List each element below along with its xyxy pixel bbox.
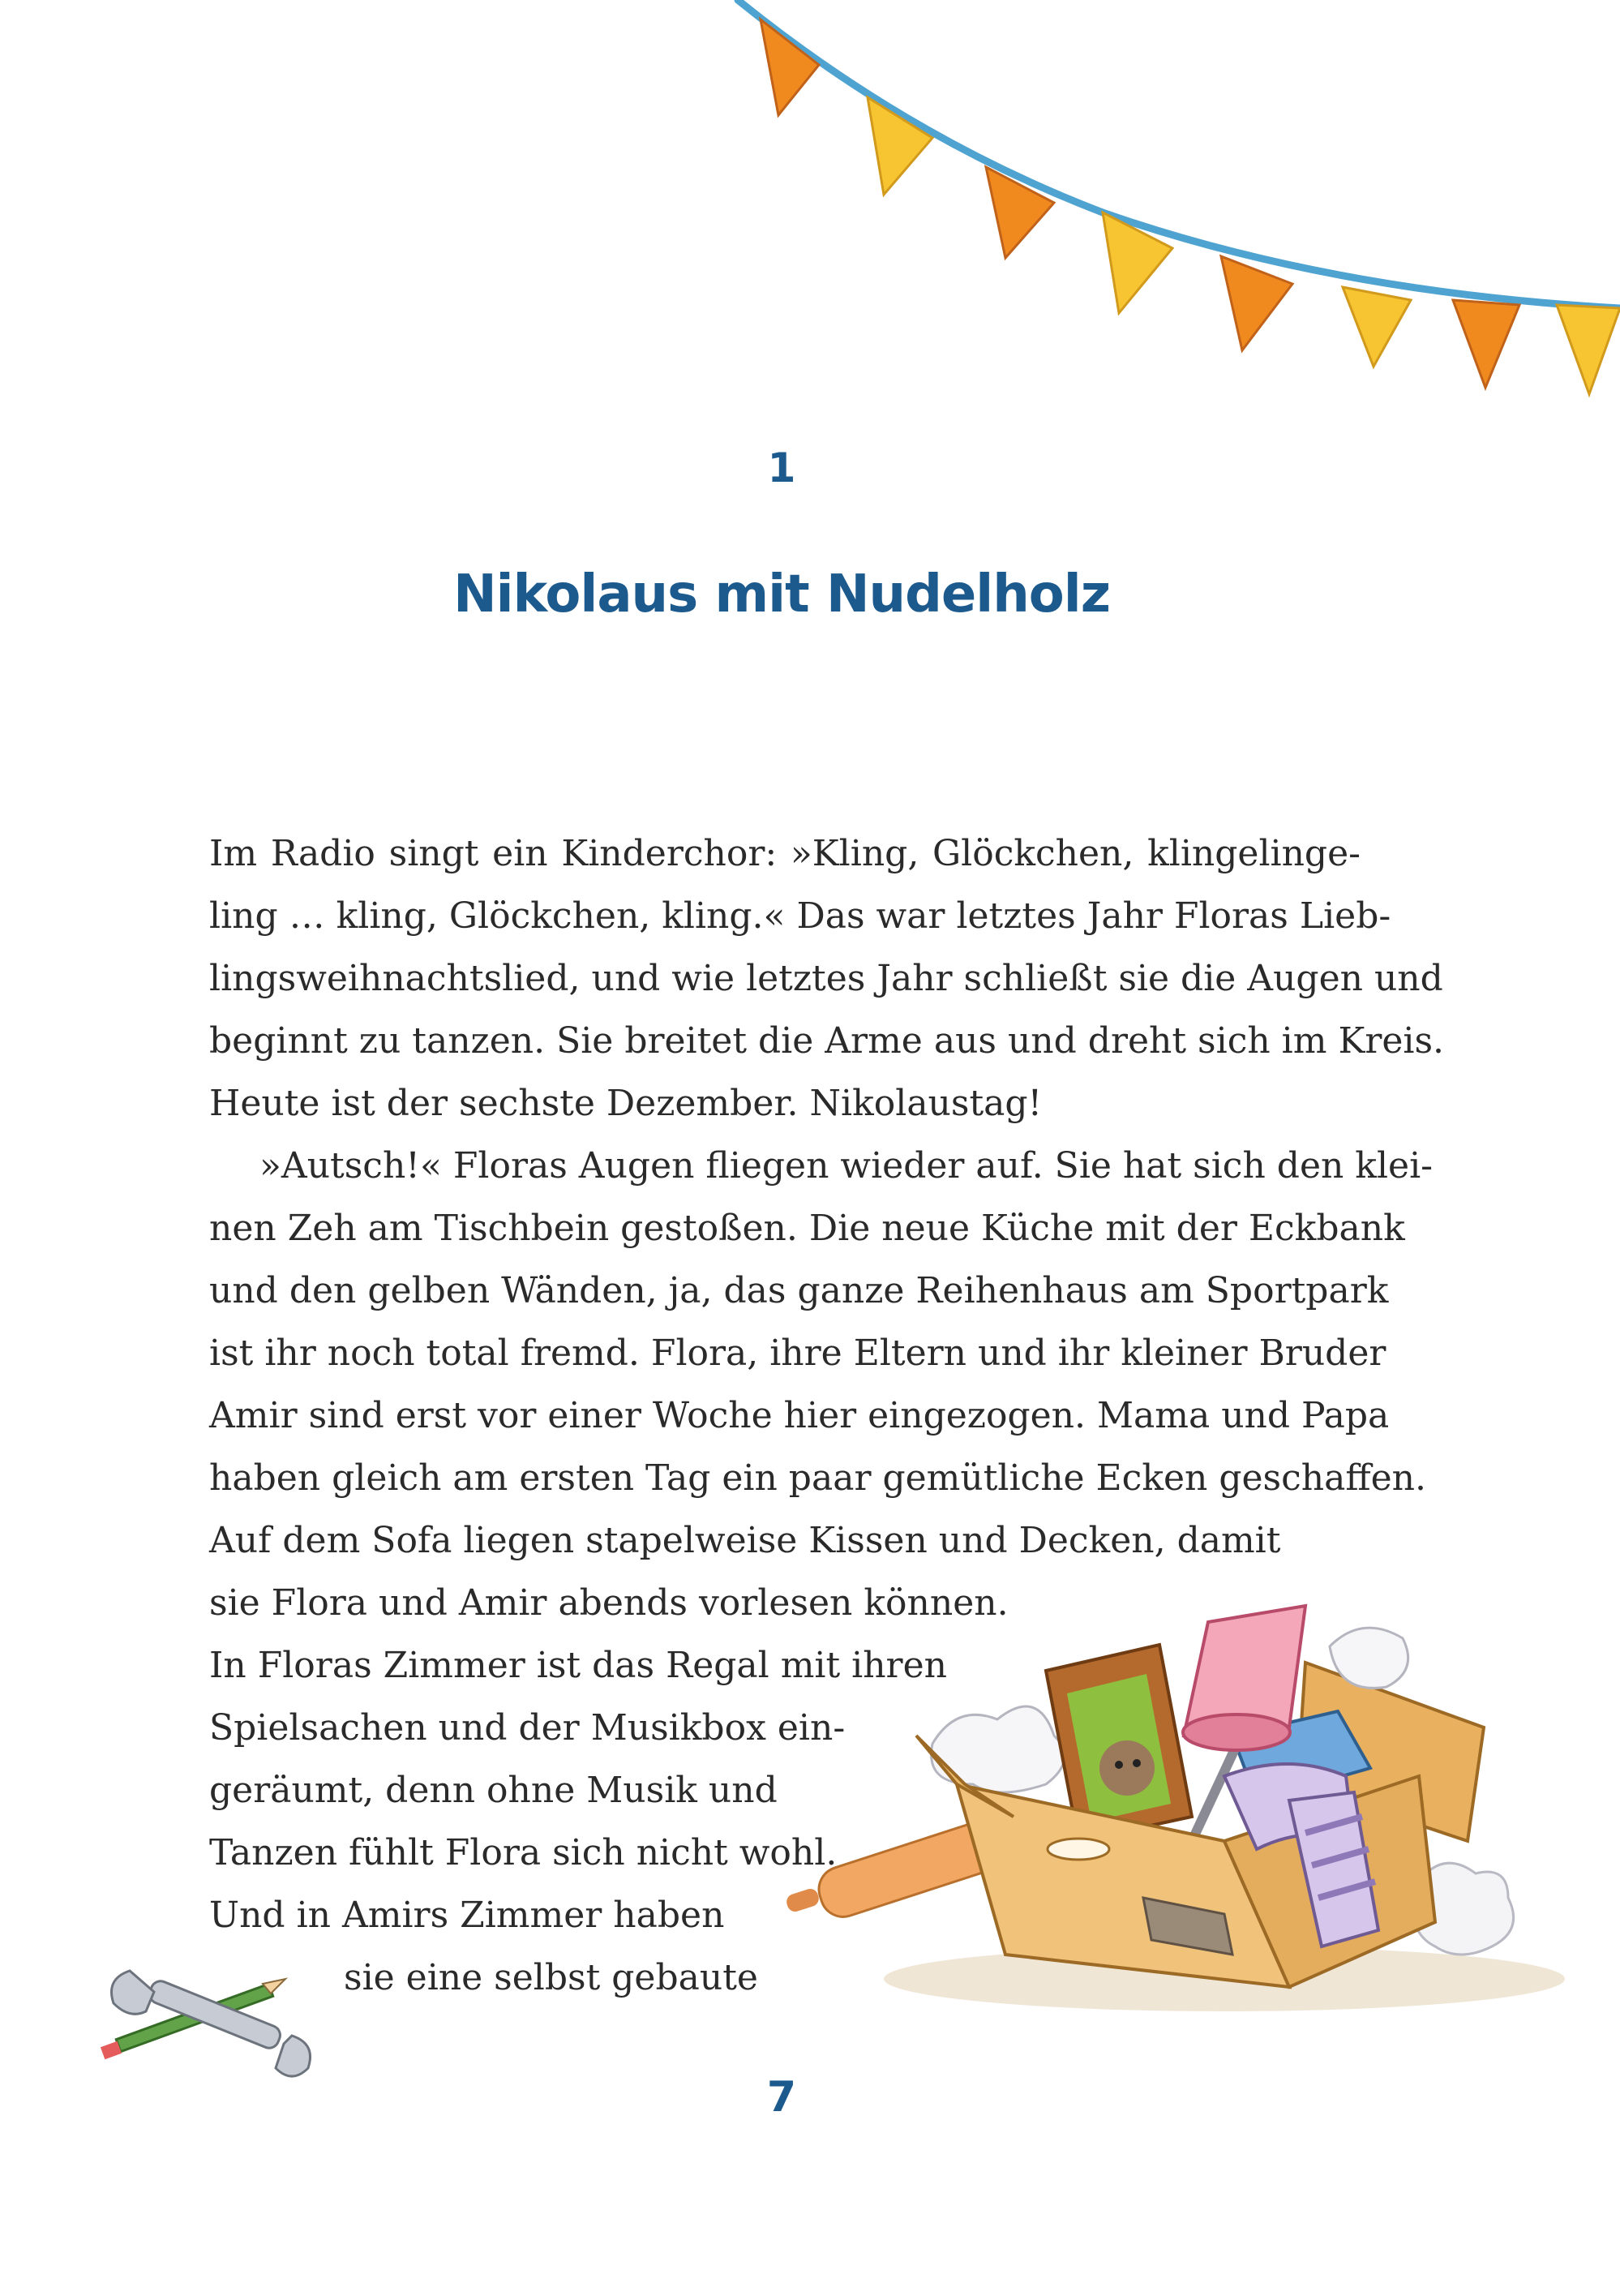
bunting-illustration [714,0,1620,422]
text-line: Und in Amirs Zimmer haben [209,1895,725,1936]
text-line: geräumt, denn ohne Musik und [209,1770,778,1811]
text-line: ling … kling, Glöckchen, kling.« Das war letztes Jahr Floras Lieb- [209,895,1391,937]
text-line: sie eine selbst gebaute [344,1957,758,1998]
text-line: In Floras Zimmer ist das Regal mit ihren [209,1645,947,1686]
wrench [112,1971,311,2076]
moving-box-illustration [770,1573,1565,2028]
chapter-number: 1 [767,444,796,491]
text-line: Auf dem Sofa liegen stapelweise Kissen und Decken, damit [209,1520,1281,1561]
text-line: Im Radio singt ein Kinderchor: »Kling, Glöckchen, klingelinge- [209,833,1361,874]
wrench-pencil-illustration [97,1946,341,2084]
pennant-1 [761,19,819,115]
text-line: beginnt zu tanzen. Sie breitet die Arme aus und dreht sich im Kreis. [209,1020,1445,1062]
text-line: sie Flora und Amir abends vorlesen können. [209,1582,1009,1624]
pennant-6 [1343,287,1411,367]
text-line: Amir sind erst vor einer Woche hier eingezogen. Mama und Papa [209,1395,1390,1436]
pennant-5 [1221,256,1292,350]
text-line: und den gelben Wänden, ja, das ganze Reihenhaus am Sportpark [209,1270,1389,1311]
text-line: ist ihr noch total fremd. Flora, ihre Eltern und ihr kleiner Bruder [209,1333,1386,1374]
page-number: 7 [766,2073,797,2122]
pennant-8 [1557,305,1620,394]
text-line: lingsweihnachtslied, und wie letztes Jahr schließt sie die Augen und [209,958,1443,999]
text-line: haben gleich am ersten Tag ein paar gemütliche Ecken geschaffen. [209,1457,1426,1499]
text-line: Spielsachen und der Musikbox ein- [209,1707,846,1749]
text-line: »Autsch!« Floras Augen fliegen wieder auf. Sie hat sich den klei- [259,1145,1434,1187]
text-line: Tanzen fühlt Flora sich nicht wohl. [209,1832,838,1873]
chapter-title: Nikolaus mit Nudelholz [453,564,1110,624]
text-line: Heute ist der sechste Dezember. Nikolaustag! [209,1083,1043,1124]
pennant-7 [1453,300,1519,388]
text-line: nen Zeh am Tischbein gestoßen. Die neue Küche mit der Eckbank [209,1208,1405,1249]
